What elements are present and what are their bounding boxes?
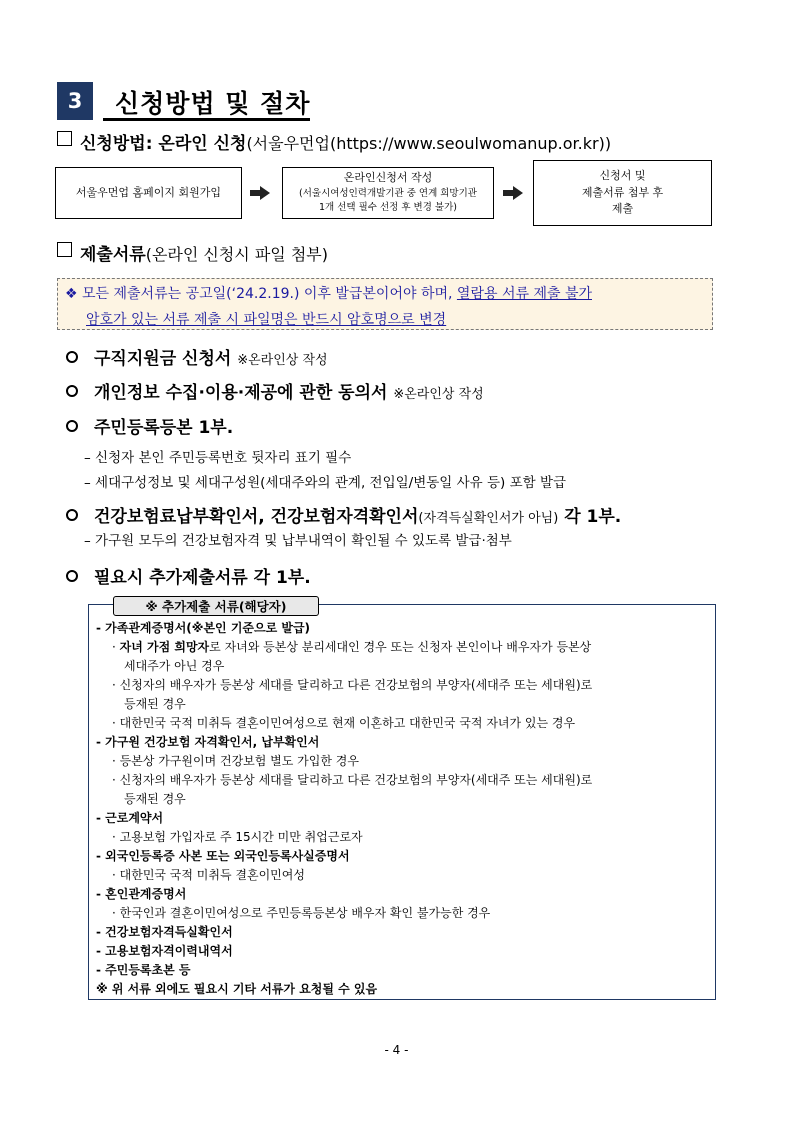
item-title: 필요시 추가제출서류 각 1부. (94, 568, 311, 588)
notice-diamond-icon: ❖ (65, 286, 78, 302)
item-note: ※온라인상 작성 (237, 353, 328, 368)
notice-line-1-underlined: 열람용 서류 제출 불가 (456, 286, 592, 302)
notice-line-1-text: 모든 제출서류는 공고일(‘24.2.19.) 이후 발급본이어야 하며, (82, 286, 457, 302)
item-privacy-consent (66, 378, 484, 403)
extra-line: - 가족관계증명서(※본인 기준으로 발급) (96, 621, 311, 635)
circle-bullet-icon (66, 570, 78, 582)
documents-label: 제출서류 (80, 245, 146, 265)
additional-docs-title: ※ 추가제출 서류(해당자) (113, 596, 319, 616)
page-number: - 4 - (384, 1043, 409, 1057)
extra-line: · 신청자의 배우자가 등본상 세대를 달리하고 다른 건강보험의 부양자(세대주 또는 세대원)로 (112, 678, 593, 692)
extra-line: - 혼인관계증명서 (96, 887, 187, 901)
flow-step-3-line1: 신청서 및 (599, 169, 646, 183)
method-label: 신청방법: 온라인 신청 (80, 134, 247, 154)
extra-line: · 대한민국 국적 미취득 결혼이민여성으로 현재 이혼하고 대한민국 국적 자녀가 있는 경우 (112, 716, 576, 730)
extra-line: 세대주가 아닌 경우 (124, 659, 225, 673)
item-health-insurance (66, 502, 621, 527)
checkbox-square-icon (57, 242, 72, 257)
circle-bullet-icon (66, 509, 78, 521)
item-resident-registration (66, 413, 233, 438)
flow-arrow-icon (250, 186, 270, 200)
checkbox-square-icon (57, 131, 72, 146)
extra-line: ※ 위 서류 외에도 필요시 기타 서류가 요청될 수 있음 (96, 982, 378, 996)
item-additional-docs (66, 563, 311, 588)
notice-line-2: 암호가 있는 서류 제출 시 파일명은 반드시 암호명으로 변경 (86, 312, 447, 328)
flow-step-2 (282, 167, 494, 219)
circle-bullet-icon (66, 420, 78, 432)
sub-item: – 세대구성정보 및 세대구성원(세대주와의 관계, 전입일/변동일 사유 등) 포함 발급 (84, 475, 567, 491)
extra-line: - 건강보험자격득실확인서 (96, 925, 233, 939)
flow-step-2-sub1: (서울시여성인력개발기관 중 연계 희망기관 (299, 187, 477, 199)
extra-line: · 등본상 가구원이며 건강보험 별도 가입한 경우 (112, 754, 359, 768)
flow-step-3 (533, 160, 712, 226)
sub-item: – 가구원 모두의 건강보험자격 및 납부내역이 확인될 수 있도록 발급·첨부 (84, 533, 512, 549)
item-job-application (66, 344, 328, 369)
extra-line: · 신청자의 배우자가 등본상 세대를 달리하고 다른 건강보험의 부양자(세대주 또는 세대원)로 (112, 773, 593, 787)
notice-line-1 (65, 283, 592, 303)
method-detail: (서울우먼업(https://www.seoulwomanup.or.kr)) (246, 134, 612, 153)
flow-step-2-sub2: 1개 선택 필수 선정 후 변경 불가) (319, 202, 457, 214)
item-paren: (자격득실확인서가 아님) (418, 511, 559, 526)
extra-line: - 주민등록초본 등 (96, 963, 191, 977)
flow-step-1 (55, 167, 242, 219)
section-number: 3 (57, 82, 93, 120)
extra-line: - 고용보험자격이력내역서 (96, 944, 233, 958)
flow-arrow-icon (503, 186, 523, 200)
circle-bullet-icon (66, 385, 78, 397)
item-note: ※온라인상 작성 (393, 387, 484, 402)
item-suffix: 각 1부. (564, 507, 622, 527)
item-title: 구직지원금 신청서 (94, 349, 232, 369)
circle-bullet-icon (66, 351, 78, 363)
extra-line: · 한국인과 결혼이민여성으로 주민등록등본상 배우자 확인 불가능한 경우 (112, 906, 491, 920)
section-title: 신청방법 및 절차 (115, 89, 311, 118)
flow-step-3-line2: 제출서류 첨부 후 (581, 185, 664, 199)
extra-line: · 고용보험 가입자로 주 15시간 미만 취업근로자 (112, 830, 363, 844)
sub-item: – 신청자 본인 주민등록번호 뒷자리 표기 필수 (84, 450, 352, 466)
item-title: 주민등록등본 1부. (94, 418, 234, 438)
extra-line: - 가구원 건강보험 자격확인서, 납부확인서 (96, 735, 320, 749)
item-title: 건강보험료납부확인서, 건강보험자격확인서 (94, 507, 419, 527)
extra-line: · 대한민국 국적 미취득 결혼이민여성 (112, 868, 305, 882)
extra-line-rest: 로 자녀와 등본상 분리세대인 경우 또는 신청자 본인이나 배우자가 등본상 (209, 640, 592, 654)
documents-heading (80, 240, 328, 265)
extra-line: - 근로계약서 (96, 811, 164, 825)
extra-line: 등재된 경우 (124, 697, 186, 711)
extra-line: 등재된 경우 (124, 792, 186, 806)
flow-step-2-title: 온라인신청서 작성 (343, 171, 433, 185)
documents-detail: (온라인 신청시 파일 첨부) (145, 245, 329, 264)
section-title-underline (103, 118, 310, 121)
flow-step-3-line3: 제출 (611, 202, 634, 216)
item-title: 개인정보 수집·이용·제공에 관한 동의서 (94, 383, 388, 403)
extra-line: - 외국인등록증 사본 또는 외국인등록사실증명서 (96, 849, 350, 863)
extra-line: · 자녀 가점 희망자로 자녀와 등본상 분리세대인 경우 또는 신청자 본인이나 배우자가 등본상 (112, 640, 592, 654)
method-heading (80, 129, 611, 154)
flow-step-1-label: 서울우먼업 홈페이지 회원가입 (75, 185, 222, 199)
extra-bold-phrase: 자녀 가점 희망자 (119, 640, 210, 654)
